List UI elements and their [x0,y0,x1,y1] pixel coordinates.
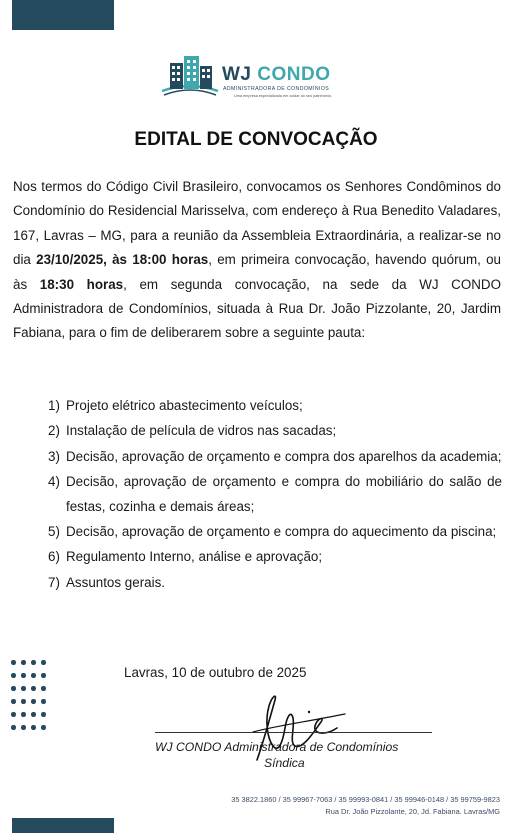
brand-subtitle: ADMINISTRADORA DE CONDOMÍNIOS [223,86,330,92]
agenda-item [40,445,502,469]
brand-wj: WJ [222,64,252,85]
top-accent-bar [12,0,114,30]
agenda-number: 5) [48,524,60,540]
document-title: EDITAL DE CONVOCAÇÃO [134,129,378,150]
agenda-text: Assuntos gerais. [66,574,165,590]
signatory-role: Síndica [264,756,305,770]
intro-text-3: , em segunda convocação, na sede da WJ CONDO Administradora de Condomínios, situada à Rua Dr. João Pizzolante, 20, Jardim Fabiana, para o fim de deliberarem sobre a seguinte pauta: [13,276,502,341]
signature-line [155,732,432,733]
agenda-text: Projeto elétrico abastecimento veículos; [66,398,303,413]
bottom-accent-bar [12,818,114,833]
brand-name [222,64,331,86]
place-and-date: Lavras, 10 de outubro de 2025 [124,665,307,680]
brand-tagline: Uma empresa especializada em cuidar do seu patrimônio. [234,94,332,98]
building-logo-icon [160,53,220,99]
agenda-number: 7) [48,574,60,590]
second-call-time: 18:30 horas [39,276,124,292]
agenda-text: Decisão, aprovação de orçamento e compra do aquecimento da piscina; [66,524,497,540]
agenda-text: Regulamento Interno, análise e aprovação; [66,549,323,565]
agenda-text: Decisão, aprovação de orçamento e compra do mobiliário do salão de festas, cozinha e demais áreas; [66,474,502,514]
agenda-item [40,419,502,443]
intro-paragraph [13,175,501,346]
meeting-date: 23/10/2025, às 18:00 horas [36,252,209,268]
signatory-name: WJ CONDO Administradora de Condomínios [155,740,399,754]
agenda-item [40,520,502,544]
company-logo [160,53,360,101]
agenda-number: 4) [48,474,60,490]
agenda-number: 6) [48,549,60,565]
agenda-number: 1) [48,398,60,413]
agenda-text: Decisão, aprovação de orçamento e compra dos aparelhos da academia; [66,448,502,464]
intro-text-1: Nos termos do Código Civil Brasileiro, convocamos os Senhores Condôminos do Condomínio do Residencial Marisselva, com endereço à Rua Benedito Valadares, 167, Lavras – MG, para a reunião da Assembleia Extraordinária, a realizar-se no dia [13,179,501,268]
agenda-item [40,545,502,569]
agenda-number: 3) [48,448,60,464]
brand-condo: CONDO [257,64,331,85]
agenda-text: Instalação de película de vidros nas sacadas; [66,423,337,439]
agenda-item [40,470,502,519]
footer-address: Rua Dr. João Pizzolante, 20, Jd. Fabiana. Lavras/MG [325,807,500,816]
agenda-item [40,571,502,595]
agenda-item [40,394,502,418]
agenda-number: 2) [48,423,60,439]
agenda-list [40,394,502,596]
intro-text-2: , em primeira convocação, havendo quórum, ou às [13,252,502,292]
footer-phones: 35 3822.1860 / 35 99967-7063 / 35 99993-0841 / 35 99946-0148 / 35 99759-9823 [231,795,500,804]
